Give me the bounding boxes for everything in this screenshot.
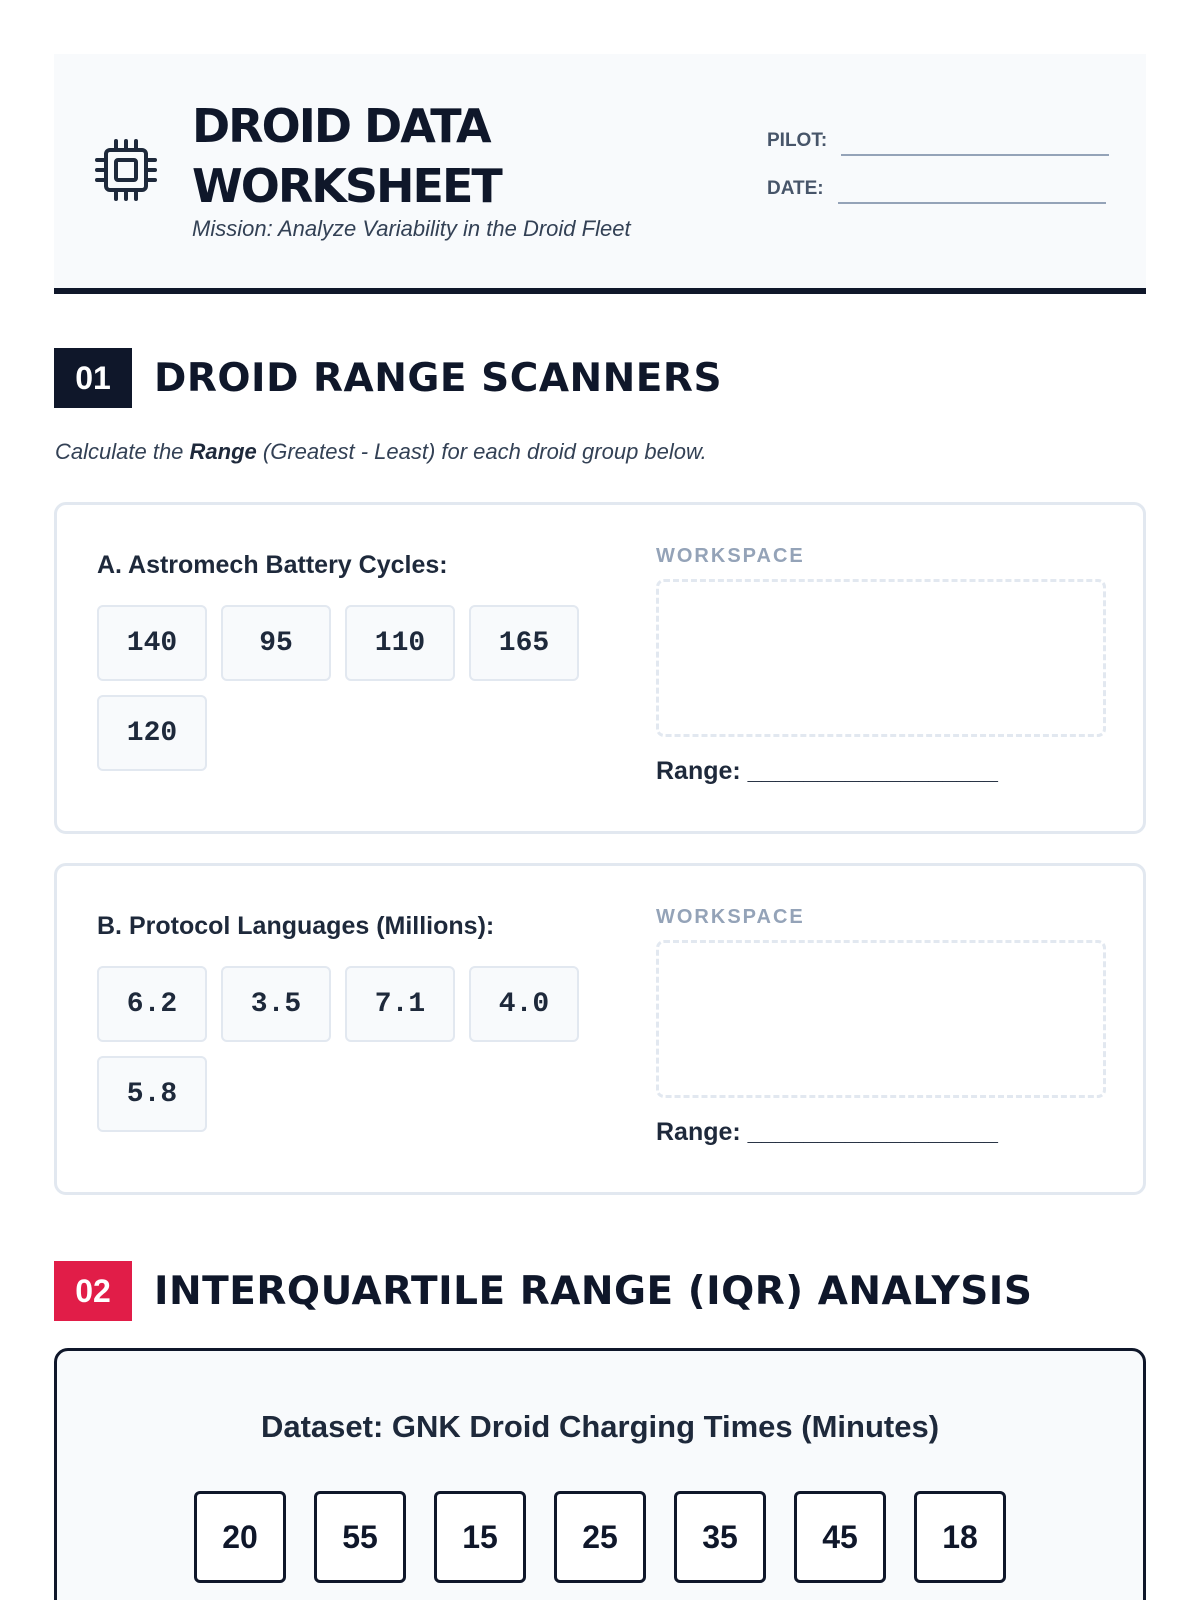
value-chip: 6.2 [97,966,207,1042]
section-2-title: INTERQUARTILE RANGE (IQR) ANALYSIS [154,1268,1033,1314]
data-value-box: 35 [674,1491,766,1583]
value-chip: 5.8 [97,1056,207,1132]
value-chip: 7.1 [345,966,455,1042]
workspace-label: WORKSPACE [656,906,805,928]
problem-a-label: A. Astromech Battery Cycles: [97,551,448,579]
range-term: Range [189,439,257,464]
value-chip: 95 [221,605,331,681]
section-1-instructions: Calculate the Range (Greatest - Least) for each droid group below. [55,439,707,464]
date-field [767,178,1106,200]
range-answer-a[interactable]: Range: __________________ [656,757,998,785]
iqr-dataset-card [54,1348,1146,1600]
value-chip: 4.0 [469,966,579,1042]
data-value-box: 20 [194,1491,286,1583]
date-input-line[interactable] [838,202,1106,204]
value-chip: 3.5 [221,966,331,1042]
range-answer-b[interactable]: Range: __________________ [656,1118,998,1146]
value-chip: 110 [345,605,455,681]
section-2-heading [54,1261,1032,1321]
problem-b-label: B. Protocol Languages (Millions): [97,912,495,940]
pilot-label: PILOT: [767,130,828,151]
value-chip: 165 [469,605,579,681]
problem-b-values [97,966,587,1132]
data-value-box: 25 [554,1491,646,1583]
pilot-field [767,130,1109,152]
chip-icon [94,138,158,202]
pilot-input-line[interactable] [841,154,1109,156]
section-2-number: 02 [54,1261,132,1321]
value-chip: 120 [97,695,207,771]
data-value-box: 18 [914,1491,1006,1583]
data-value-box: 55 [314,1491,406,1583]
value-chip: 140 [97,605,207,681]
dataset-title: Dataset: GNK Droid Charging Times (Minutes) [260,1409,940,1444]
section-1-heading [54,348,722,408]
data-value-box: 45 [794,1491,886,1583]
title-line-1: DROID DATA [192,99,490,153]
section-1-number: 01 [54,348,132,408]
workspace-box-a[interactable] [656,579,1106,737]
date-label: DATE: [767,178,824,199]
iqr-values [57,1491,1143,1583]
data-value-box: 15 [434,1491,526,1583]
section-1-title: DROID RANGE SCANNERS [154,355,723,401]
problem-card-a [54,502,1146,834]
page-title [192,96,501,216]
worksheet-header [54,54,1146,294]
workspace-box-b[interactable] [656,940,1106,1098]
title-line-2: WORKSHEET [192,159,501,213]
workspace-label: WORKSPACE [656,545,805,567]
mission-subtitle: Mission: Analyze Variability in the Droid Fleet [192,216,631,241]
problem-a-values [97,605,587,771]
problem-card-b [54,863,1146,1195]
